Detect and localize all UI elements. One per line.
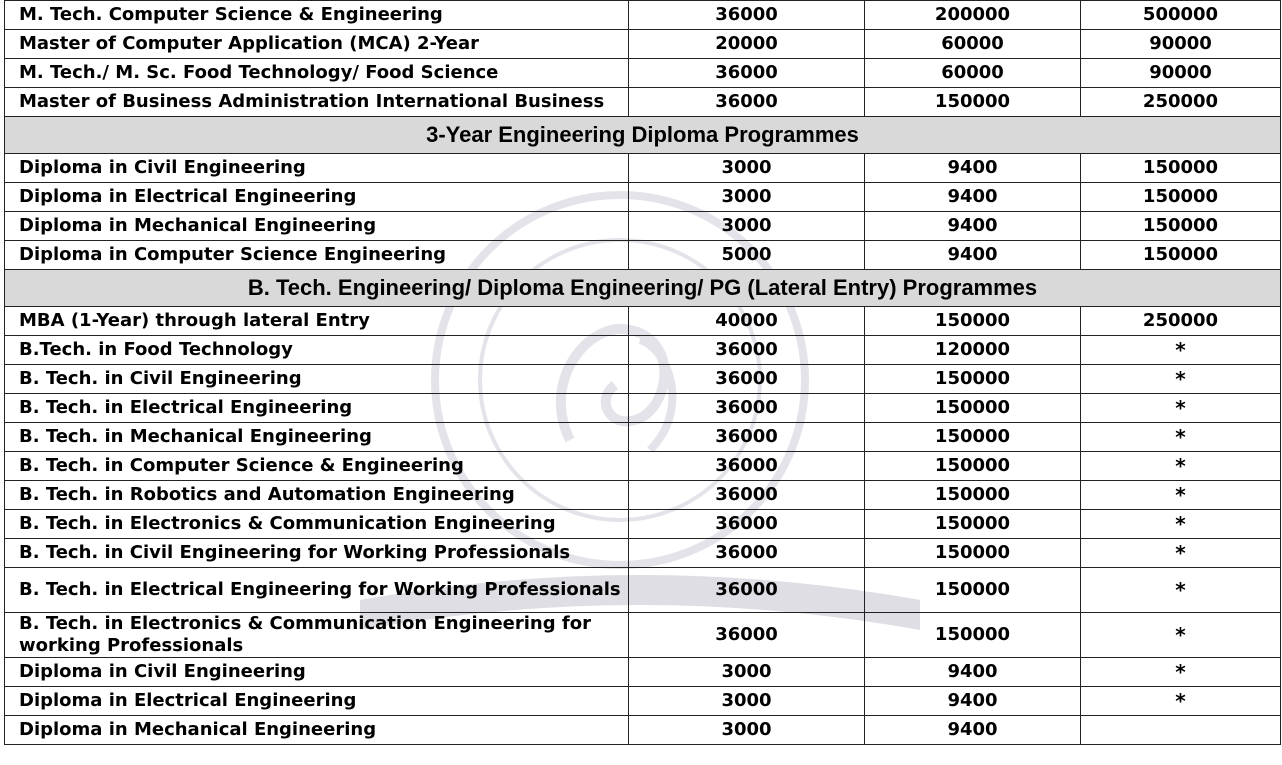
programme-cell: Master of Business Administration International Business: [5, 88, 629, 117]
fee-table-body: [5, 1, 1281, 745]
fee-cell-1: 3000: [629, 154, 865, 183]
fee-cell-1: 3000: [629, 687, 865, 716]
programme-cell: B. Tech. in Electronics & Communication Engineering: [5, 510, 629, 539]
table-row: [5, 716, 1281, 745]
section-header: [5, 117, 1281, 154]
fee-cell-1: 36000: [629, 394, 865, 423]
programme-cell: B.Tech. in Food Technology: [5, 336, 629, 365]
fee-cell-1: 20000: [629, 30, 865, 59]
fee-cell-2: 9400: [865, 154, 1081, 183]
table-row: [5, 481, 1281, 510]
programme-cell: B. Tech. in Electrical Engineering: [5, 394, 629, 423]
programme-cell: B. Tech. in Civil Engineering: [5, 365, 629, 394]
table-row: [5, 365, 1281, 394]
programme-cell: B. Tech. in Civil Engineering for Working Professionals: [5, 539, 629, 568]
fee-cell-2: 150000: [865, 423, 1081, 452]
fee-cell-1: 3000: [629, 212, 865, 241]
table-row: [5, 183, 1281, 212]
fee-cell-2: 9400: [865, 212, 1081, 241]
fee-cell-3: *: [1081, 394, 1281, 423]
fee-cell-2: 9400: [865, 241, 1081, 270]
programme-cell: MBA (1-Year) through lateral Entry: [5, 307, 629, 336]
fee-cell-3: *: [1081, 568, 1281, 613]
fee-cell-3: [1081, 716, 1281, 745]
fee-cell-2: 150000: [865, 452, 1081, 481]
table-row: [5, 88, 1281, 117]
fee-cell-1: 36000: [629, 452, 865, 481]
fee-cell-2: 150000: [865, 88, 1081, 117]
programme-cell: B. Tech. in Computer Science & Engineering: [5, 452, 629, 481]
table-row: [5, 687, 1281, 716]
fee-cell-2: 150000: [865, 307, 1081, 336]
programme-cell: Diploma in Electrical Engineering: [5, 183, 629, 212]
table-row: [5, 307, 1281, 336]
fee-cell-1: 3000: [629, 658, 865, 687]
fee-cell-3: *: [1081, 336, 1281, 365]
table-row: [5, 568, 1281, 613]
table-row: [5, 452, 1281, 481]
fee-cell-1: 36000: [629, 88, 865, 117]
programme-cell: Diploma in Mechanical Engineering: [5, 716, 629, 745]
fee-cell-3: 90000: [1081, 59, 1281, 88]
fee-cell-2: 60000: [865, 30, 1081, 59]
fee-cell-1: 36000: [629, 423, 865, 452]
fee-cell-3: *: [1081, 452, 1281, 481]
fee-cell-1: 36000: [629, 481, 865, 510]
programme-cell: Master of Computer Application (MCA) 2-Year: [5, 30, 629, 59]
programme-cell: B. Tech. in Electronics & Communication Engineering for working Professionals: [5, 613, 629, 658]
table-row: [5, 30, 1281, 59]
fee-cell-1: 40000: [629, 307, 865, 336]
fee-cell-3: 500000: [1081, 1, 1281, 30]
fee-cell-2: 9400: [865, 183, 1081, 212]
programme-cell: Diploma in Computer Science Engineering: [5, 241, 629, 270]
fee-cell-2: 150000: [865, 394, 1081, 423]
programme-cell: M. Tech./ M. Sc. Food Technology/ Food Science: [5, 59, 629, 88]
programme-cell: B. Tech. in Electrical Engineering for Working Professionals: [5, 568, 629, 613]
programme-cell: Diploma in Mechanical Engineering: [5, 212, 629, 241]
section-header: [5, 270, 1281, 307]
fee-cell-3: *: [1081, 613, 1281, 658]
fee-cell-1: 36000: [629, 568, 865, 613]
fee-cell-3: 250000: [1081, 88, 1281, 117]
programme-cell: B. Tech. in Robotics and Automation Engineering: [5, 481, 629, 510]
fee-cell-3: *: [1081, 510, 1281, 539]
fee-cell-2: 9400: [865, 687, 1081, 716]
fee-cell-1: 3000: [629, 183, 865, 212]
programme-cell: M. Tech. Computer Science & Engineering: [5, 1, 629, 30]
fee-cell-2: 150000: [865, 613, 1081, 658]
fee-cell-3: 90000: [1081, 30, 1281, 59]
fee-cell-2: 120000: [865, 336, 1081, 365]
fee-cell-1: 36000: [629, 613, 865, 658]
fee-cell-3: *: [1081, 658, 1281, 687]
table-row: [5, 336, 1281, 365]
table-row: [5, 613, 1281, 658]
fee-cell-2: 150000: [865, 568, 1081, 613]
fee-cell-2: 9400: [865, 716, 1081, 745]
fee-cell-3: 150000: [1081, 212, 1281, 241]
fee-cell-1: 5000: [629, 241, 865, 270]
fee-cell-3: *: [1081, 365, 1281, 394]
table-row: [5, 154, 1281, 183]
fee-cell-1: 36000: [629, 510, 865, 539]
section-heading: 3-Year Engineering Diploma Programmes: [5, 117, 1281, 154]
section-heading: B. Tech. Engineering/ Diploma Engineering/ PG (Lateral Entry) Programmes: [5, 270, 1281, 307]
fee-cell-3: 250000: [1081, 307, 1281, 336]
fee-cell-2: 200000: [865, 1, 1081, 30]
fee-table: [4, 0, 1281, 745]
fee-cell-1: 3000: [629, 716, 865, 745]
fee-cell-3: *: [1081, 423, 1281, 452]
fee-cell-1: 36000: [629, 539, 865, 568]
table-row: [5, 510, 1281, 539]
table-row: [5, 1, 1281, 30]
table-row: [5, 212, 1281, 241]
fee-cell-2: 150000: [865, 481, 1081, 510]
fee-cell-2: 60000: [865, 59, 1081, 88]
programme-cell: Diploma in Civil Engineering: [5, 154, 629, 183]
programme-cell: Diploma in Civil Engineering: [5, 658, 629, 687]
fee-cell-3: *: [1081, 539, 1281, 568]
table-row: [5, 423, 1281, 452]
table-row: [5, 59, 1281, 88]
fee-cell-3: 150000: [1081, 183, 1281, 212]
fee-cell-2: 150000: [865, 365, 1081, 394]
fee-cell-1: 36000: [629, 365, 865, 394]
programme-cell: Diploma in Electrical Engineering: [5, 687, 629, 716]
fee-cell-3: 150000: [1081, 154, 1281, 183]
fee-cell-2: 9400: [865, 658, 1081, 687]
fee-cell-3: 150000: [1081, 241, 1281, 270]
fee-cell-1: 36000: [629, 1, 865, 30]
table-row: [5, 394, 1281, 423]
table-row: [5, 658, 1281, 687]
table-row: [5, 241, 1281, 270]
fee-cell-3: *: [1081, 481, 1281, 510]
fee-cell-1: 36000: [629, 336, 865, 365]
fee-cell-1: 36000: [629, 59, 865, 88]
table-row: [5, 539, 1281, 568]
fee-cell-2: 150000: [865, 539, 1081, 568]
programme-cell: B. Tech. in Mechanical Engineering: [5, 423, 629, 452]
fee-cell-3: *: [1081, 687, 1281, 716]
fee-cell-2: 150000: [865, 510, 1081, 539]
